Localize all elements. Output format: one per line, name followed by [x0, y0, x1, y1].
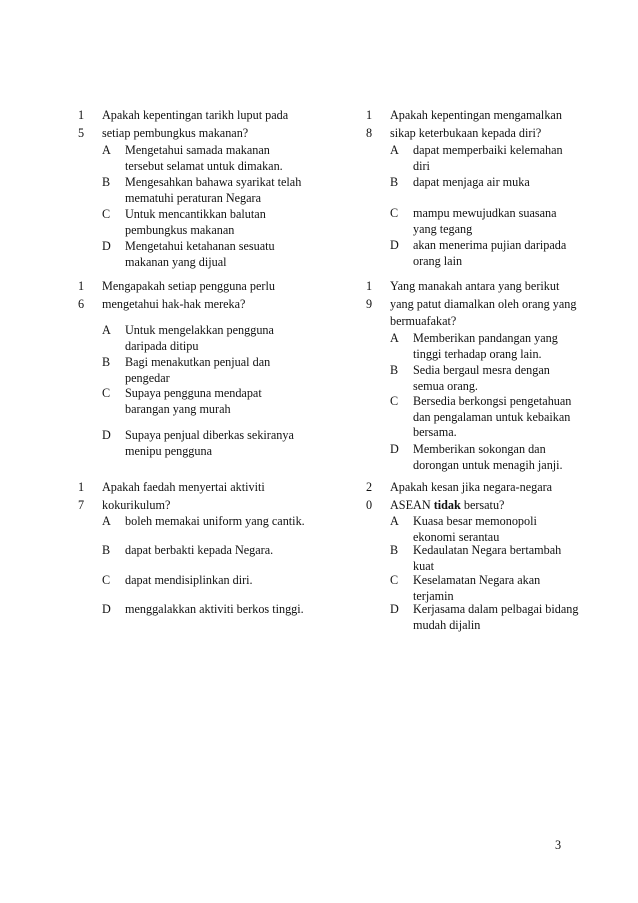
page-number: 3 — [555, 838, 562, 852]
question-stem: Apakah kepentingan tarikh luput pada — [102, 108, 289, 122]
question-stem: setiap pembungkus makanan? — [102, 125, 249, 140]
question-stem: Apakah faedah menyertai aktiviti — [102, 480, 265, 494]
question-stem: bermuafakat? — [390, 314, 457, 329]
question-stem: Apakah kepentingan mengamalkan — [390, 108, 562, 122]
question-stem: kokurikulum? — [102, 497, 171, 512]
question-number: 1 5 — [78, 108, 85, 140]
question-stem: Mengapakah setiap pengguna perlu — [102, 279, 275, 293]
question-number: 1 7 — [78, 480, 85, 512]
question-stem: yang patut diamalkan oleh orang yang — [390, 296, 577, 311]
exam-page: 1 5 Apakah kepentingan tarikh luput pada setiap pembungkus makanan? A Mengetahui samada makanan tersebut selamat untuk dimakan. B Mengesahkan bahawa syarikat telah mematuhi peraturan Negara C Untuk mencantikkan balutan pembungkus makanan D Mengetahui ketahanan sesuatu makanan yang dijual 1 6 Mengapakah setiap pengguna perlu mengetahui hak-hak mereka? A Untuk mengelakkan pengguna daripada ditipu B Bagi menakutkan penjual dan pengedar C Supaya pengguna mendapat barangan yang murah D Supaya penjual diberkas sekiranya menipu pengguna 1 7 Apakah faedah menyertai aktiviti kokurikulum? A boleh memakai uniform yang cantik. B dapat berbakti kepada Negara. C dapat mendisiplinkan diri. D menggalakkan aktiviti berkos tinggi. 1 8 Apakah kepentingan mengamalkan sikap keterbukaan kepada diri? A dapat memperbaiki kelemahan diri B dapat menjaga air muka C mampu mewujudkan suasana yang tegang D akan menerima pujian daripada orang lain 1 9 Yang manakah antara yang berikut yang patut diamalkan oleh orang yang bermuafakat? A Memberikan pandangan yang tinggi terhadap orang lain. B Sedia bergaul mesra dengan semua orang. C Bersedia berkongsi pengetahuan dan pengalaman untuk kebaikan bersama. D Memberikan sokongan dan dorongan untuk menagih janji. 2 0 Apakah kesan jika negara-negara ASEAN tidak bersatu? A Kuasa besar memonopoli ekonomi serantau B Kedaulatan Negara bertambah kuat C Keselamatan Negara akan terjamin D Kerjasama dalam pelbagai bidang mudah dijalin 3 — [0, 0, 638, 903]
question-stem: mengetahui hak-hak mereka? — [102, 296, 246, 311]
question-number: 1 6 — [78, 279, 85, 311]
emphasis-word: tidak — [433, 497, 461, 512]
question-stem: ASEAN tidak bersatu? — [390, 497, 505, 512]
question-number: 2 0 — [366, 480, 373, 512]
question-number: 1 8 — [366, 108, 373, 140]
question-number: 1 9 — [366, 279, 373, 311]
question-stem: Yang manakah antara yang berikut — [390, 279, 560, 293]
question-stem: sikap keterbukaan kepada diri? — [390, 125, 542, 140]
question-stem: Apakah kesan jika negara-negara — [390, 480, 553, 494]
